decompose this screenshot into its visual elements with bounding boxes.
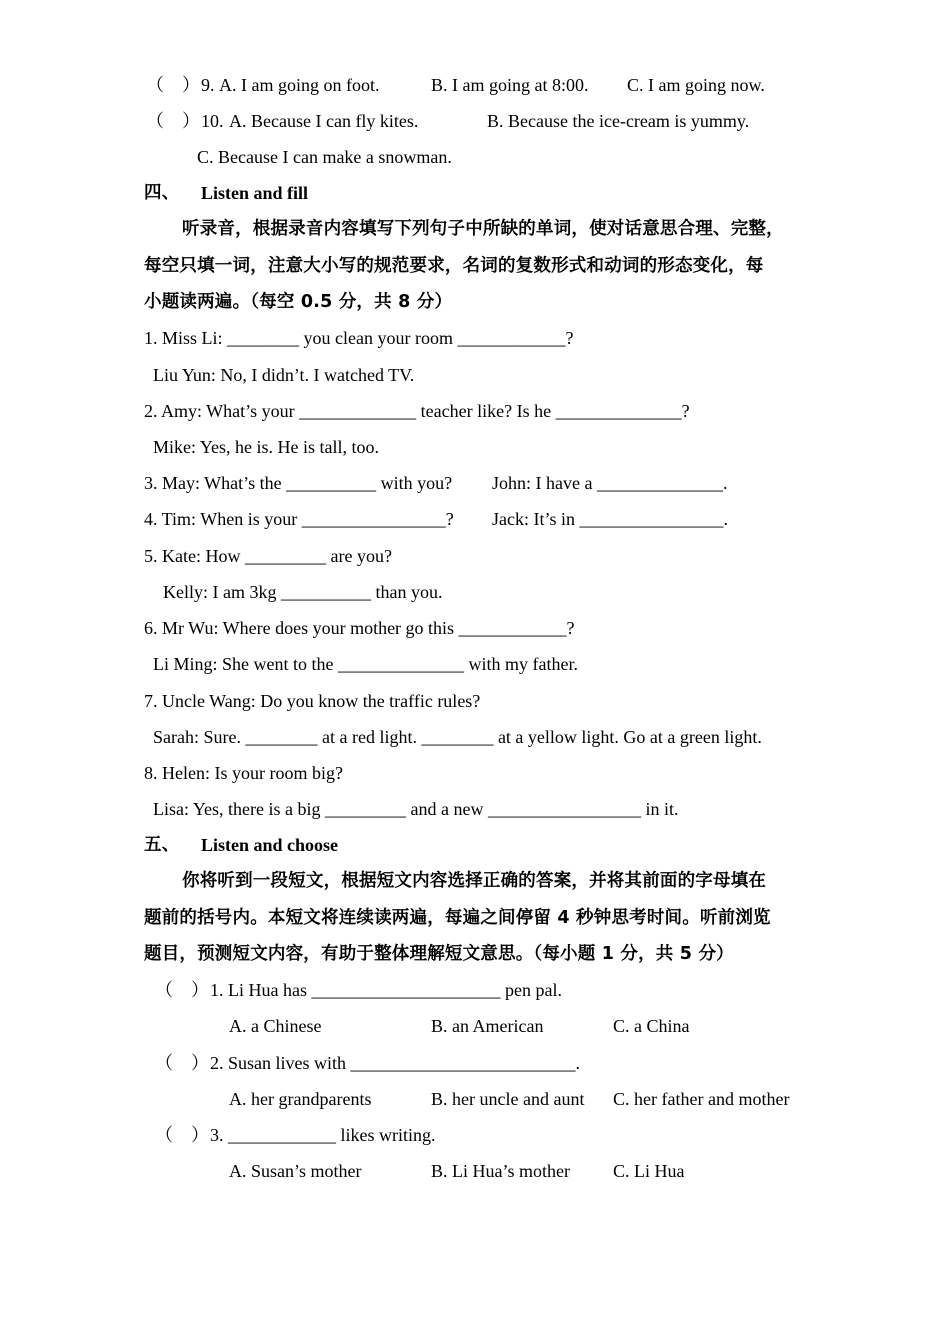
question-9-paren[interactable]: （ ） [146, 75, 200, 95]
choose-question-3-paren[interactable]: （ ） [155, 1125, 209, 1145]
fill-line: 7. Uncle Wang: Do you know the traffic rules? [144, 691, 481, 711]
fill-line[interactable]: Li Ming: She went to the ______________ with my father. [153, 654, 578, 674]
question-10-option-c: C. Because I can make a snowman. [197, 147, 452, 167]
question-10-option-b: B. Because the ice-cream is yummy. [487, 111, 750, 131]
fill-line[interactable]: 1. Miss Li: ________ you clean your room ____________? [144, 328, 574, 348]
choose-question-2-paren[interactable]: （ ） [155, 1053, 209, 1073]
fill-line[interactable]: Lisa: Yes, there is a big _________ and a new _________________ in it. [153, 799, 679, 819]
question-10-paren[interactable]: （ ） [146, 111, 200, 131]
choose-question-1-option-a: A. a Chinese [229, 1016, 322, 1036]
fill-line[interactable]: 6. Mr Wu: Where does your mother go this ____________? [144, 618, 575, 638]
choose-question-2-stem: 2. Susan lives with _________________________. [210, 1053, 581, 1073]
choose-question-1-stem: 1. Li Hua has _____________________ pen pal. [210, 980, 562, 1000]
choose-question-3-option-c: C. Li Hua [613, 1161, 685, 1181]
question-9-option-c: C. I am going now. [627, 75, 765, 95]
fill-line: 8. Helen: Is your room big? [144, 763, 343, 783]
question-9-number: 9. [201, 75, 215, 95]
section-5-instruction-line-1: 你将听到一段短文，根据短文内容选择正确的答案，并将其前面的字母填在 [182, 871, 767, 891]
section-4-instruction-line-2: 每空只填一词，注意大小写的规范要求，名词的复数形式和动词的形态变化，每 [144, 256, 764, 276]
section-5-instruction-line-2: 题前的括号内。本短文将连续读两遍，每遍之间停留 4 秒钟思考时间。听前浏览 [144, 908, 771, 928]
fill-line: Liu Yun: No, I didn’t. I watched TV. [153, 365, 415, 385]
section-4-number: 四、 [144, 183, 180, 203]
fill-line[interactable]: 2. Amy: What’s your _____________ teacher like? Is he ______________? [144, 401, 690, 421]
fill-line[interactable]: Sarah: Sure. ________ at a red light. ________ at a yellow light. Go at a green light. [153, 727, 762, 747]
fill-line[interactable]: Kelly: I am 3kg __________ than you. [163, 582, 443, 602]
question-9-option-a: A. I am going on foot. [219, 75, 380, 95]
section-5-title: Listen and choose [201, 835, 339, 855]
fill-line[interactable]: 4. Tim: When is your ________________? [144, 509, 454, 529]
fill-line[interactable]: John: I have a ______________. [492, 473, 728, 493]
choose-question-1-paren[interactable]: （ ） [155, 980, 209, 1000]
choose-question-2-option-a: A. her grandparents [229, 1089, 372, 1109]
choose-question-1-option-c: C. a China [613, 1016, 690, 1036]
section-4-instruction-line-1: 听录音，根据录音内容填写下列句子中所缺的单词，使对话意思合理、完整， [182, 219, 784, 239]
choose-question-2-option-c: C. her father and mother [613, 1089, 790, 1109]
choose-question-3-option-a: A. Susan’s mother [229, 1161, 362, 1181]
question-9-option-b: B. I am going at 8:00. [431, 75, 589, 95]
choose-question-2-option-b: B. her uncle and aunt [431, 1089, 585, 1109]
question-10-number: 10. [201, 111, 224, 131]
choose-question-1-option-b: B. an American [431, 1016, 544, 1036]
fill-line: Mike: Yes, he is. He is tall, too. [153, 437, 380, 457]
fill-line[interactable]: 3. May: What’s the __________ with you? [144, 473, 453, 493]
section-4-instruction-line-3: 小题读两遍。（每空 0.5 分，共 8 分） [144, 292, 453, 312]
fill-line[interactable]: 5. Kate: How _________ are you? [144, 546, 392, 566]
choose-question-3-stem: 3. ____________ likes writing. [210, 1125, 436, 1145]
section-5-number: 五、 [144, 835, 180, 855]
choose-question-3-option-b: B. Li Hua’s mother [431, 1161, 570, 1181]
section-4-title: Listen and fill [201, 183, 309, 203]
section-5-instruction-line-3: 题目，预测短文内容，有助于整体理解短文意思。（每小题 1 分，共 5 分） [144, 944, 734, 964]
fill-line[interactable]: Jack: It’s in ________________. [492, 509, 728, 529]
question-10-option-a: A. Because I can fly kites. [229, 111, 419, 131]
